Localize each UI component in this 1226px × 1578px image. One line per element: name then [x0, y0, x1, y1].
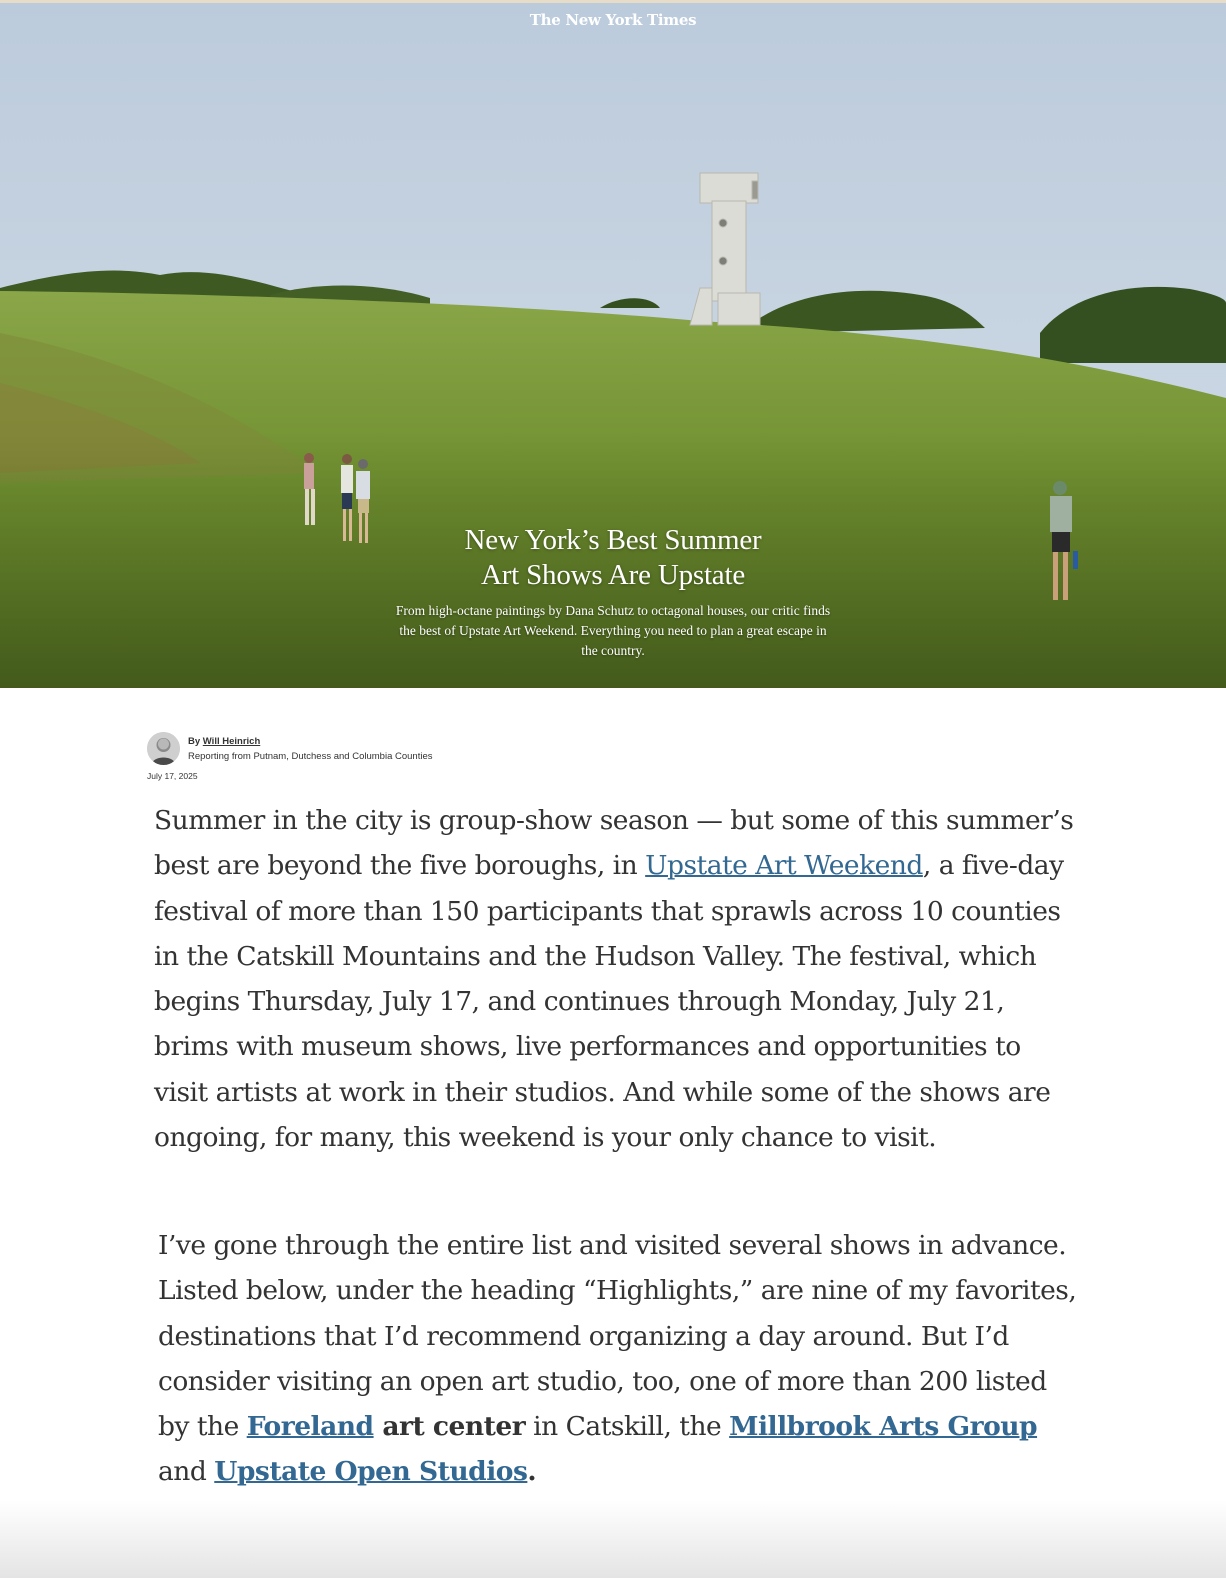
hero-headline-block — [395, 523, 831, 661]
author-avatar[interactable] — [147, 732, 180, 765]
upstate-art-weekend-link[interactable]: Upstate Art Weekend — [645, 850, 923, 882]
avatar-portrait-icon — [147, 732, 180, 765]
hero-image — [0, 3, 1226, 688]
byline-text — [188, 734, 588, 764]
author-link[interactable]: Will Heinrich — [202, 736, 261, 747]
p2-text-3: and — [158, 1456, 215, 1488]
p2-text-4: . — [527, 1456, 537, 1488]
byline-prefix: By — [188, 736, 201, 747]
headline-line-2: Art Shows Are Upstate — [480, 559, 746, 591]
p2-text-2: in Catskill, the — [525, 1411, 730, 1443]
bottom-fade — [0, 1500, 1226, 1578]
millbrook-arts-group-link[interactable]: Millbrook Arts Group — [729, 1411, 1038, 1443]
article-paragraph-2 — [158, 1223, 1078, 1495]
article-paragraph-1 — [154, 798, 1074, 1160]
headline — [413, 523, 813, 593]
dek-summary: From high-octane paintings by Dana Schutz to octagonal houses, our critic finds the best of Upstate Art Weekend. Everything you need to plan a great escape in the country. — [395, 603, 831, 658]
masthead-logo[interactable]: The New York Times — [529, 11, 697, 29]
p2-bold-art-center: art center — [373, 1411, 526, 1443]
p1-text-2: , a five-day festival of more than 150 participants that sprawls across 10 counties in the Catskill Mountains and the Hudson Valley. The festival, which begins Thursday, July 17, and continues through Monday, July 21, brims with museum shows, live performances and opportunities to visit artists at work in their studios. And while some of the shows are ongoing, for many, this weekend is your only chance to visit. — [154, 850, 1064, 1154]
p1-text-1: Summer in the city is group-show season — but some of this summer’s best are beyond the five boroughs, in — [154, 805, 1074, 882]
reporting-location: Reporting from Putnam, Dutchess and Columbia Counties — [188, 751, 433, 762]
publish-date: July 17, 2025 — [147, 771, 198, 781]
p2-text-1: I’ve gone through the entire list and visited several shows in advance. Listed below, under the heading “Highlights,” are nine of my favorites, destinations that I’d recommend organizing a day around. But I’d consider visiting an open art studio, too, one of more than 200 listed by the — [158, 1230, 1077, 1443]
headline-line-1: New York’s Best Summer — [464, 524, 762, 556]
foreland-link[interactable]: Foreland — [246, 1411, 374, 1443]
upstate-open-studios-link[interactable]: Upstate Open Studios — [214, 1456, 528, 1488]
